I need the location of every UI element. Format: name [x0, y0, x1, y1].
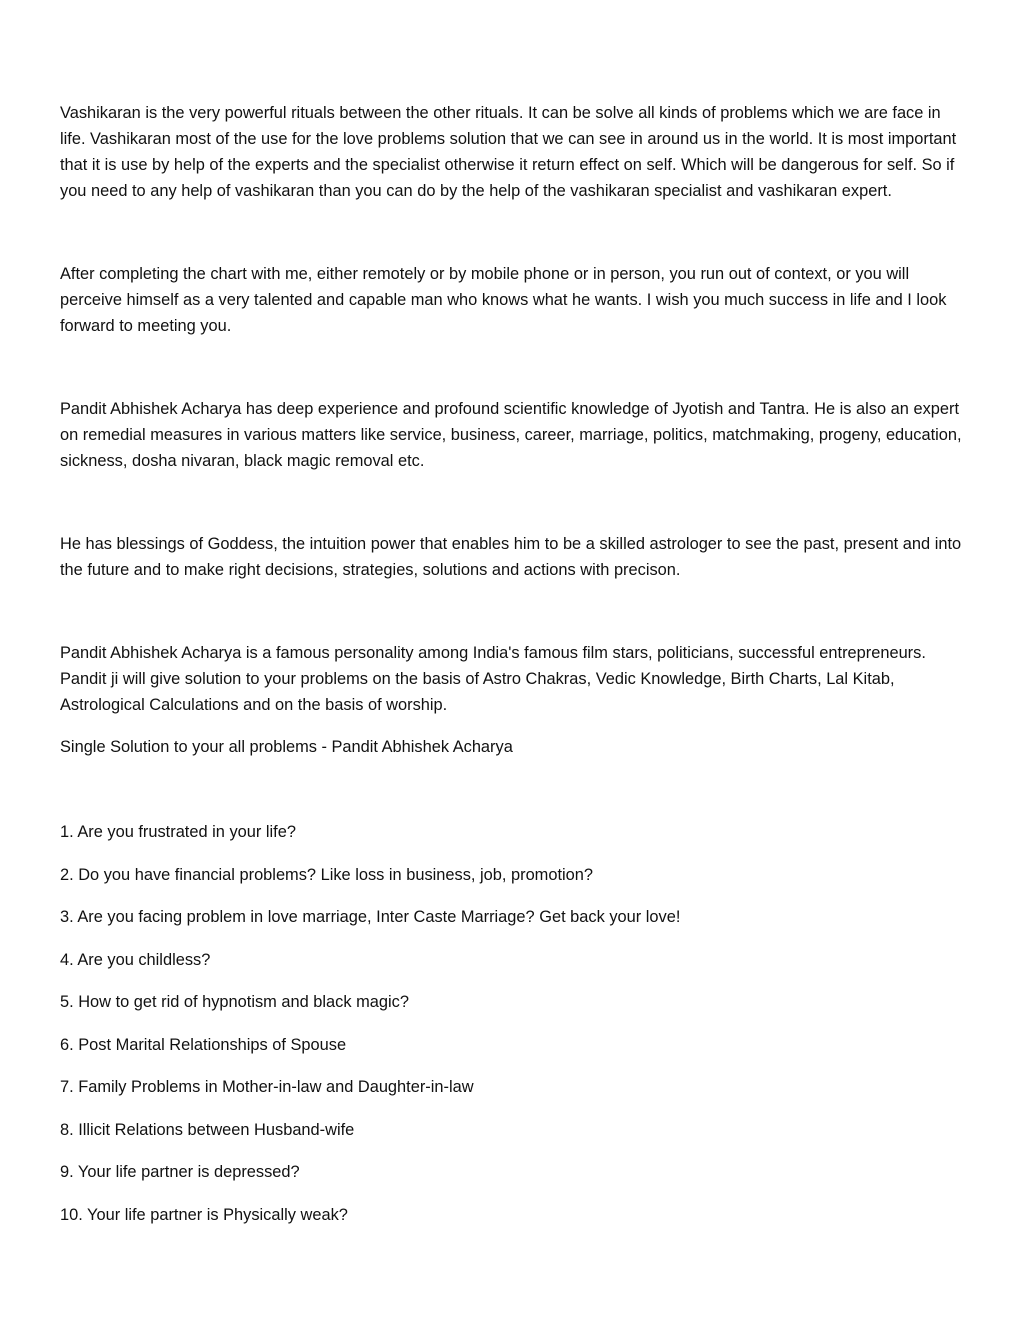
list-item: 5. How to get rid of hypnotism and black magic?: [60, 993, 409, 1011]
list-item: 4. Are you childless?: [60, 950, 211, 969]
list-item: 1. Are you frustrated in your life?: [60, 823, 296, 841]
list-item: 2. Do you have financial problems? Like loss in business, job, promotion?: [60, 865, 593, 884]
paragraph-blessings: He has blessings of Goddess, the intuition power that enables him to be a skilled astrologer to see the past, present and into the future and to make right decisions, strategies, solutions and actions with precison.: [60, 535, 962, 579]
paragraph-spacer: [60, 339, 964, 396]
problems-list: [60, 819, 964, 1228]
paragraph-chart-consultation: After completing the chart with me, either remotely or by mobile phone or in person, you run out of context, or you will perceive himself as a very talented and capable man who knows what he wants. I wish you much success in life and I look forward to meeting you.: [60, 265, 947, 335]
paragraph-spacer: [60, 583, 964, 640]
list-item: 8. Illicit Relations between Husband-wife: [60, 1120, 355, 1139]
list-item: 6. Post Marital Relationships of Spouse: [60, 1035, 347, 1054]
paragraph-spacer: [60, 718, 964, 734]
paragraph-spacer: [60, 474, 964, 531]
list-item: 9. Your life partner is depressed?: [60, 1163, 300, 1181]
list-spacer: [60, 760, 964, 819]
list-item: 7. Family Problems in Mother-in-law and Daughter-in-law: [60, 1078, 474, 1096]
tagline: Single Solution to your all problems - Pandit Abhishek Acharya: [60, 738, 513, 756]
list-item: 3. Are you facing problem in love marriage, Inter Caste Marriage? Get back your love!: [60, 908, 681, 926]
paragraph-vashikaran-intro: Vashikaran is the very powerful rituals between the other rituals. It can be solve all kinds of problems which we are face in life. Vashikaran most of the use for the love problems solution that we can see in around us in the world. It is most important that it is use by help of the experts and the specialist otherwise it return effect on self. Which will be dangerous for self. So if you need to any help of vashikaran than you can do by the help of the vashikaran specialist and vashikaran expert.: [60, 104, 957, 200]
document-page: [60, 100, 964, 1244]
list-item: 10. Your life partner is Physically weak?: [60, 1205, 348, 1224]
paragraph-famous-personality: Pandit Abhishek Acharya is a famous personality among India's famous film stars, politicians, successful entrepreneurs. Pandit ji will give solution to your problems on the basis of Astro Chakras, Vedic Knowledge, Birth Charts, Lal Kitab, Astrological Calculations and on the basis of worship.: [60, 644, 926, 714]
paragraph-pandit-experience: Pandit Abhishek Acharya has deep experience and profound scientific knowledge of Jyotish and Tantra. He is also an expert on remedial measures in various matters like service, business, career, marriage, politics, matchmaking, progeny, education, sickness, dosha nivaran, black magic removal etc.: [60, 400, 962, 470]
paragraph-spacer: [60, 204, 964, 261]
